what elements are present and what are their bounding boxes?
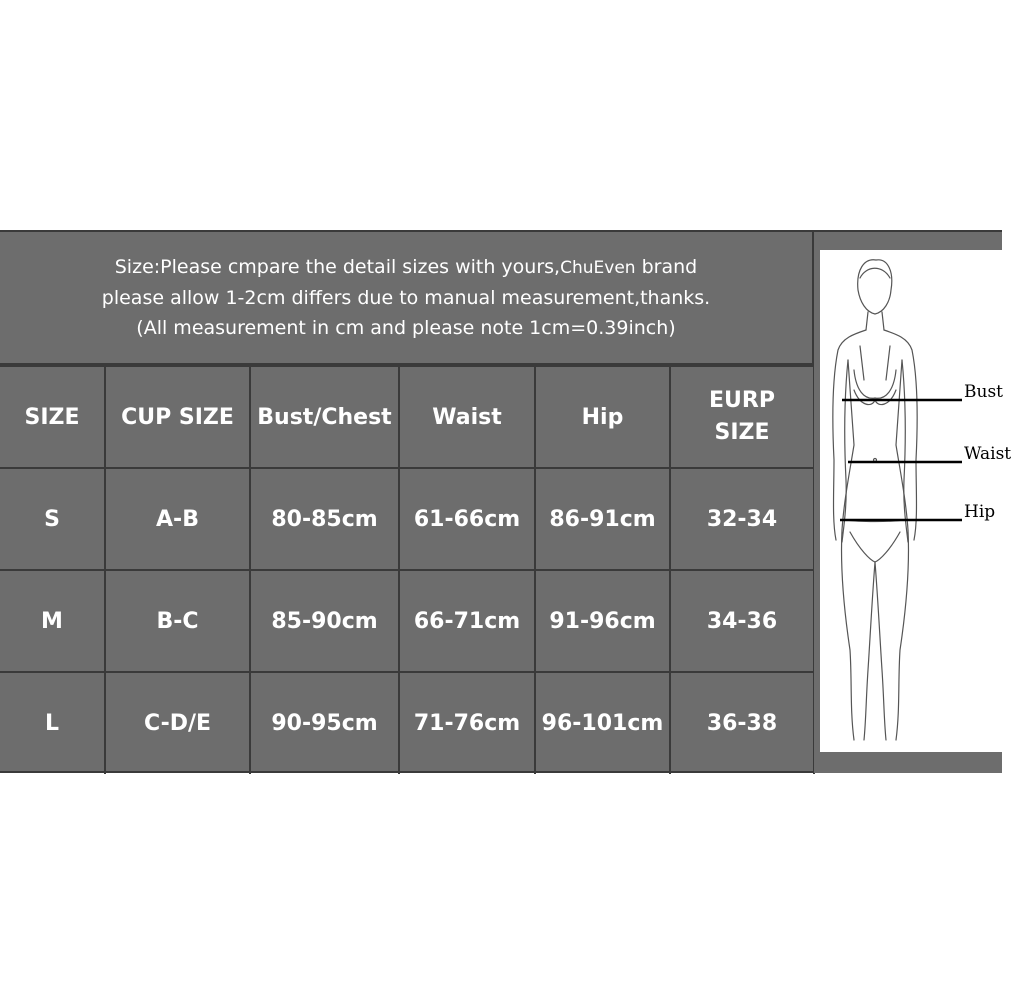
cell-bust: 80-85cm — [250, 468, 399, 570]
header-size: SIZE — [0, 366, 105, 468]
table-header-row — [0, 366, 814, 468]
cell-cup-size: B-C — [105, 570, 250, 672]
header-hip: Hip — [535, 366, 670, 468]
table-row — [0, 570, 814, 672]
cell-waist: 61-66cm — [399, 468, 535, 570]
cell-eurp-size: 36-38 — [670, 672, 814, 774]
size-table — [0, 365, 815, 774]
notice-line-1-suffix: brand — [635, 256, 698, 278]
size-chart — [0, 230, 1011, 773]
bust-label: Bust — [964, 382, 1003, 402]
header-eurp-line2: SIZE — [714, 420, 770, 445]
cell-size: L — [0, 672, 105, 774]
cell-hip: 96-101cm — [535, 672, 670, 774]
table-row — [0, 672, 814, 774]
size-notice — [0, 232, 814, 365]
brand-name: ChuEven — [560, 258, 636, 278]
measurement-figure — [820, 250, 1011, 752]
cell-hip: 86-91cm — [535, 468, 670, 570]
hip-label: Hip — [964, 502, 996, 522]
header-waist: Waist — [399, 366, 535, 468]
cell-eurp-size: 34-36 — [670, 570, 814, 672]
notice-line-3: (All measurement in cm and please note 1cm=0.39inch) — [136, 317, 676, 339]
cell-hip: 91-96cm — [535, 570, 670, 672]
cell-waist: 66-71cm — [399, 570, 535, 672]
header-eurp-line1: EURP — [709, 388, 775, 413]
header-cup-size: CUP SIZE — [105, 366, 250, 468]
cell-cup-size: C-D/E — [105, 672, 250, 774]
cell-eurp-size: 32-34 — [670, 468, 814, 570]
measurement-figure-panel — [814, 232, 1011, 773]
table-row — [0, 468, 814, 570]
waist-label: Waist — [964, 444, 1011, 464]
cell-bust: 90-95cm — [250, 672, 399, 774]
cell-cup-size: A-B — [105, 468, 250, 570]
cell-waist: 71-76cm — [399, 672, 535, 774]
notice-line-2: please allow 1-2cm differs due to manual measurement,thanks. — [101, 287, 711, 309]
notice-line-1-prefix: Size:Please cmpare the detail sizes with yours, — [114, 256, 561, 278]
notice-line-1 — [115, 252, 697, 283]
body-outline-illustration — [820, 250, 1002, 752]
cell-size: M — [0, 570, 105, 672]
cell-bust: 85-90cm — [250, 570, 399, 672]
header-bust-chest: Bust/Chest — [250, 366, 399, 468]
cell-size: S — [0, 468, 105, 570]
header-eurp-size — [670, 366, 814, 468]
